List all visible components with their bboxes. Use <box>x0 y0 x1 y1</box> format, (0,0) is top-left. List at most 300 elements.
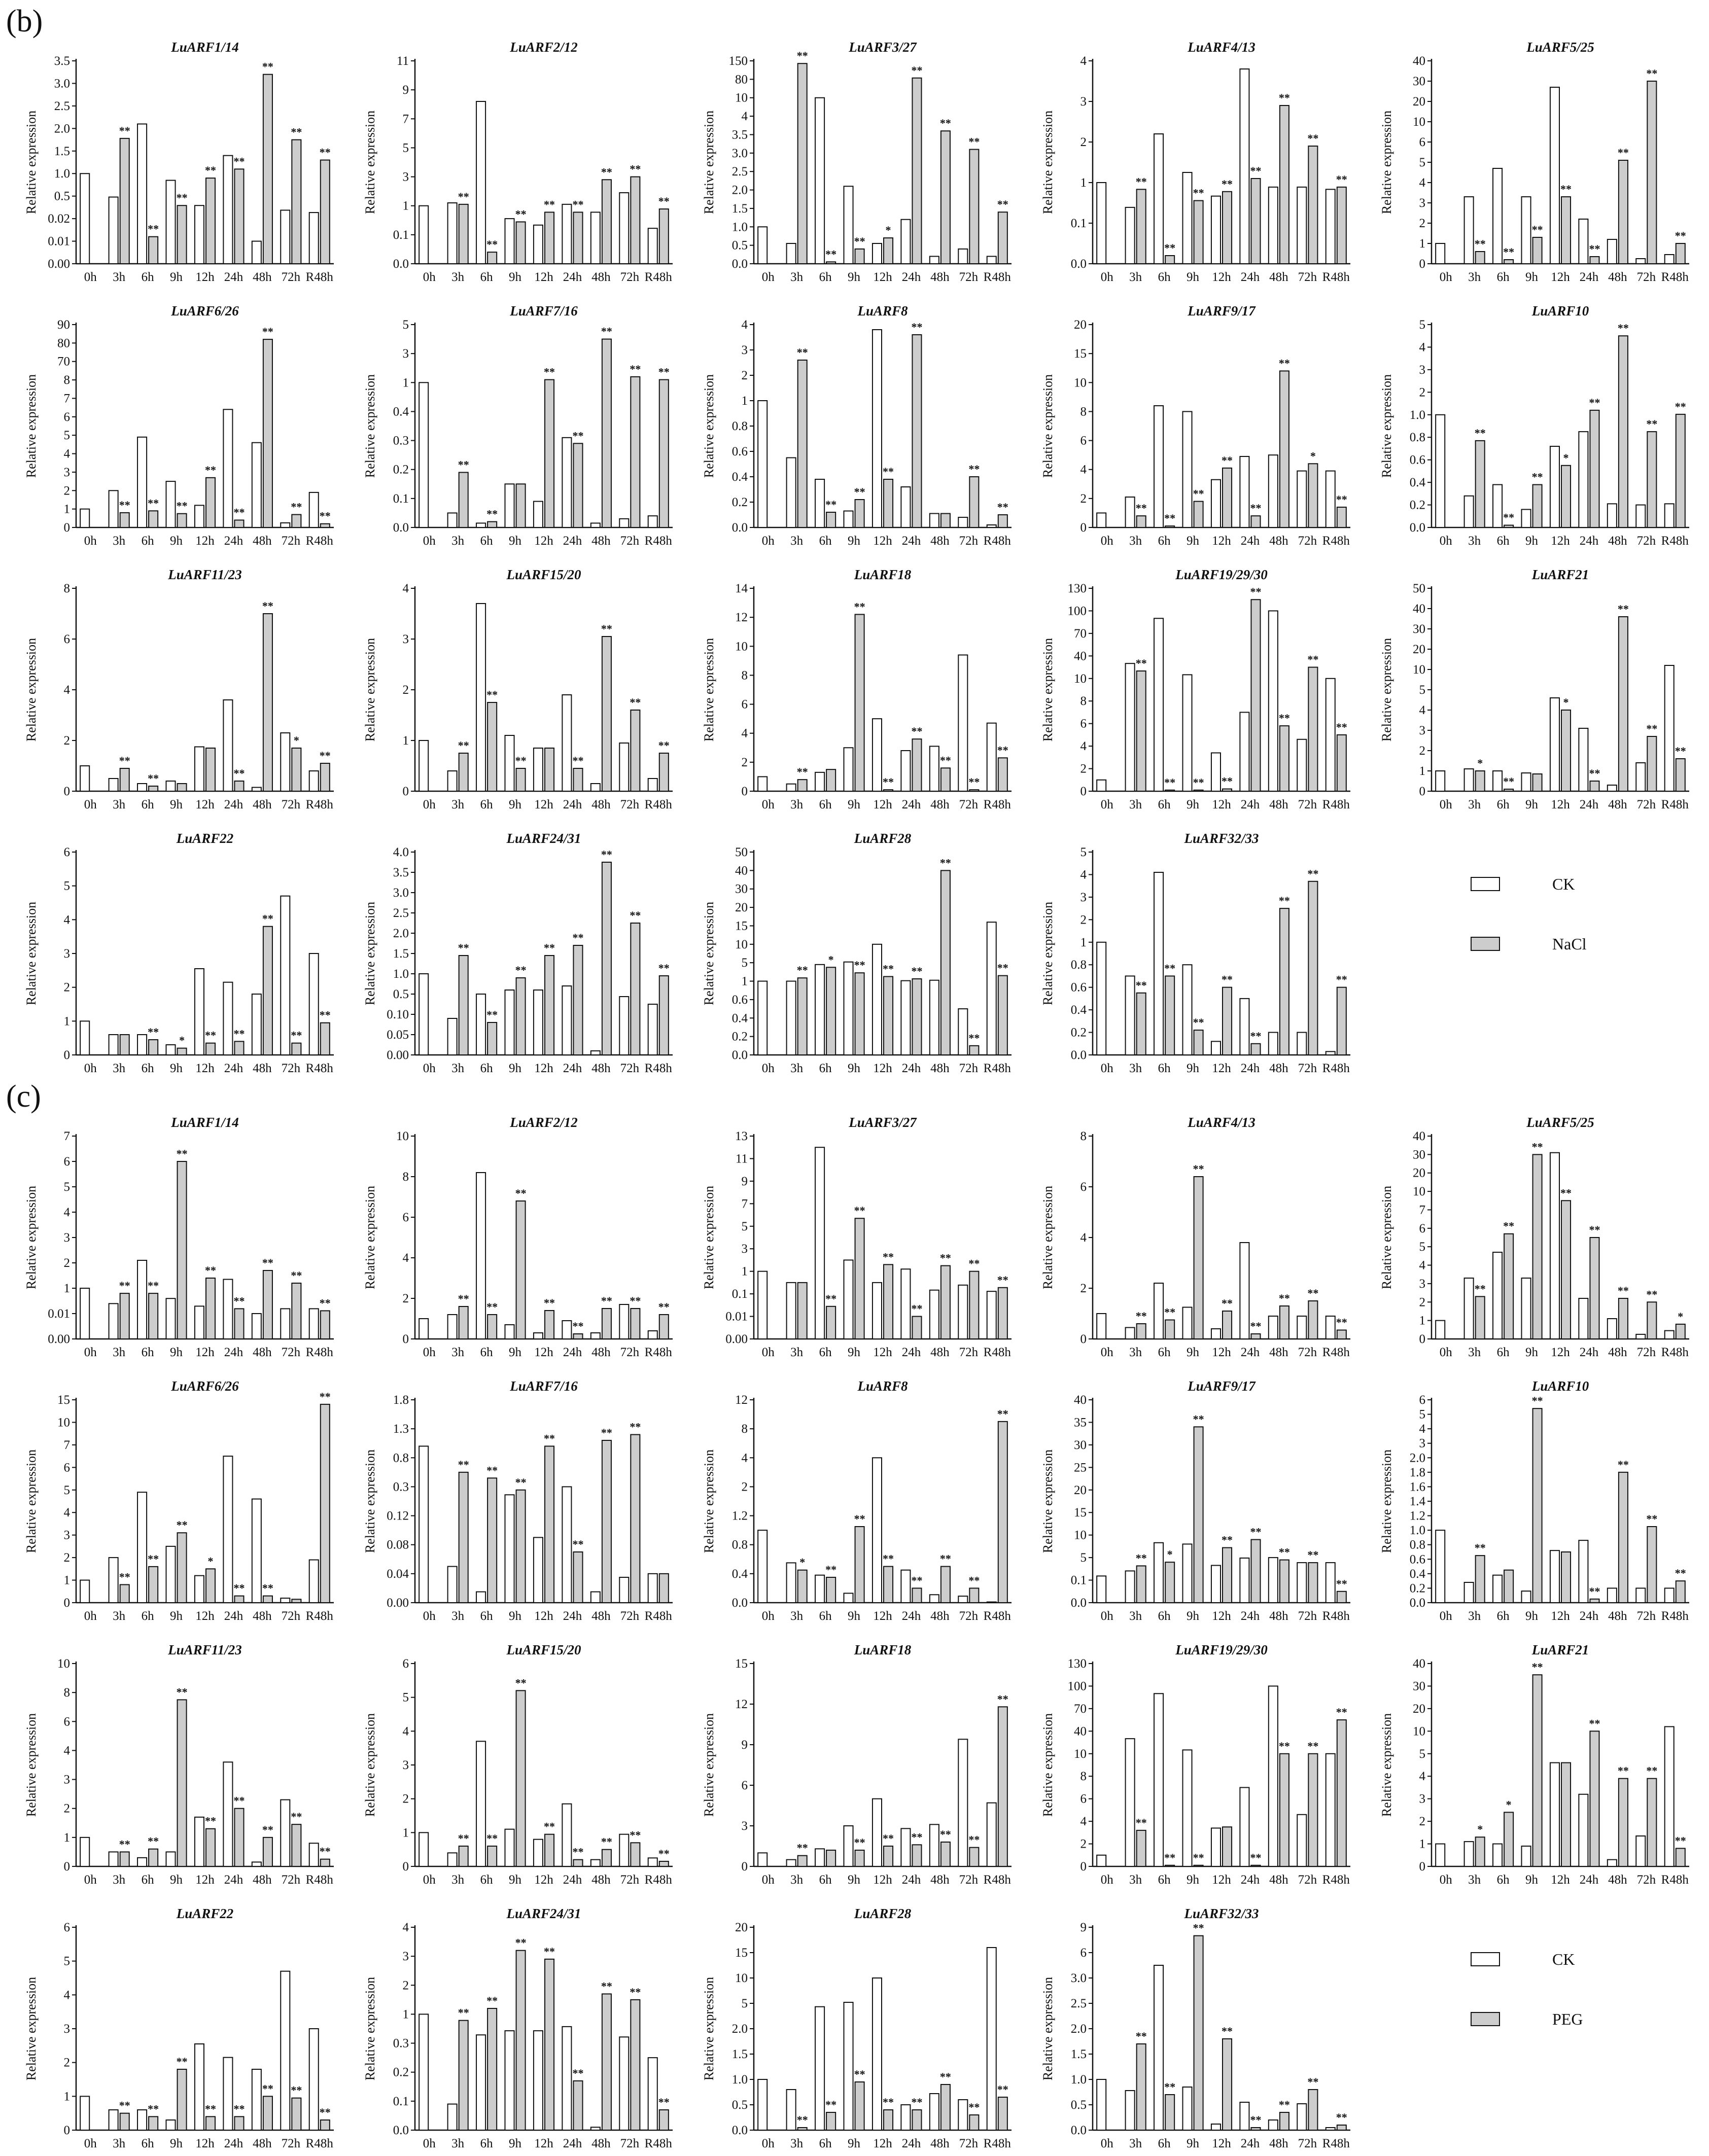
bar-ck <box>930 746 939 791</box>
chart-panel <box>24 831 334 1075</box>
x-tick-label: 72h <box>1298 1609 1317 1623</box>
bar-treatment <box>1619 617 1628 791</box>
significance-mark: ** <box>458 458 469 471</box>
bar-treatment <box>459 204 468 264</box>
bar-treatment <box>1590 1599 1599 1603</box>
y-tick-label: 5 <box>741 1219 748 1233</box>
significance-mark: ** <box>1589 242 1600 255</box>
significance-mark: ** <box>319 2106 331 2118</box>
panel-title: LuARF19/29/30 <box>1175 567 1268 582</box>
bar-ck <box>1211 2124 1220 2130</box>
bar-treatment <box>178 784 187 791</box>
x-tick-label: 72h <box>1298 1346 1317 1359</box>
y-tick-label: 2 <box>1080 913 1087 927</box>
x-tick-label: 72h <box>281 1609 301 1623</box>
bar-treatment <box>969 1271 979 1339</box>
significance-mark: ** <box>119 2099 130 2112</box>
bar-treatment <box>798 63 807 264</box>
bar-treatment <box>516 1490 526 1603</box>
significance-mark: ** <box>911 63 923 77</box>
significance-mark: ** <box>1307 653 1319 666</box>
bar-treatment <box>826 262 835 264</box>
chart-panel <box>24 40 334 284</box>
x-tick-label: 9h <box>170 1609 183 1623</box>
x-tick-label: 72h <box>1298 270 1317 284</box>
bar-ck <box>80 766 89 791</box>
bar-ck <box>873 1458 882 1603</box>
x-tick-label: 0h <box>423 1609 436 1623</box>
y-tick-label: 1.8 <box>1409 1465 1425 1479</box>
bar-treatment <box>631 1843 640 1866</box>
y-tick-label: 0.5 <box>731 238 748 253</box>
bar-ck <box>758 227 767 264</box>
bar-treatment <box>1137 189 1146 264</box>
legend-label-ck: CK <box>1552 875 1575 893</box>
significance-mark: ** <box>601 1294 612 1307</box>
bar-treatment <box>321 763 330 791</box>
bar-ck <box>419 740 428 791</box>
y-tick-label: 4 <box>63 683 70 697</box>
y-tick-label: 3 <box>402 170 409 184</box>
y-tick-label: 50 <box>735 845 748 859</box>
x-tick-label: 9h <box>509 2137 522 2150</box>
bar-treatment <box>602 637 611 791</box>
panel-title: LuARF21 <box>1531 567 1589 582</box>
bar-ck <box>901 487 910 527</box>
significance-mark: ** <box>486 238 498 251</box>
y-tick-label: 4 <box>1419 1422 1425 1436</box>
y-tick-label: 4 <box>1080 463 1087 477</box>
y-tick-label: 0 <box>63 521 70 535</box>
y-tick-label: 0.00 <box>387 1048 409 1062</box>
significance-mark: ** <box>544 1820 555 1833</box>
x-tick-label: 72h <box>1298 2137 1317 2150</box>
x-tick-label: 6h <box>480 1062 493 1075</box>
x-tick-label: 9h <box>509 270 522 284</box>
bar-treatment <box>573 945 582 1055</box>
significance-mark: ** <box>1278 712 1290 725</box>
y-axis-title: Relative expression <box>702 1185 716 1290</box>
x-tick-label: 12h <box>195 2137 215 2150</box>
bar-ck <box>1436 1844 1445 1866</box>
x-tick-label: 12h <box>195 270 215 284</box>
panel-title: LuARF15/20 <box>506 1642 581 1657</box>
x-tick-label: 6h <box>141 1873 154 1887</box>
y-tick-label: 6 <box>1419 1393 1425 1407</box>
significance-mark: ** <box>319 146 331 159</box>
significance-mark: ** <box>233 1294 245 1307</box>
bar-treatment <box>1676 1324 1685 1339</box>
bar-ck <box>534 748 543 791</box>
x-tick-label: 12h <box>873 534 892 548</box>
y-tick-label: 40 <box>1074 1393 1087 1407</box>
x-tick-label: 12h <box>1212 1346 1231 1359</box>
significance-mark: ** <box>883 1552 894 1565</box>
bar-ck <box>1126 1328 1135 1339</box>
bar-treatment <box>1194 201 1203 264</box>
x-tick-label: 9h <box>170 534 183 548</box>
significance-mark: ** <box>1193 487 1204 500</box>
x-tick-label: 72h <box>1636 798 1656 811</box>
significance-mark: ** <box>1675 1834 1686 1847</box>
y-tick-label: 0.4 <box>393 405 409 419</box>
significance-mark: * <box>828 953 834 966</box>
chart-panel <box>1040 1642 1350 1887</box>
bar-ck <box>137 2110 147 2130</box>
y-tick-label: 1 <box>402 376 409 390</box>
x-tick-label: 9h <box>170 1346 183 1359</box>
y-tick-label: 15 <box>1074 1506 1087 1520</box>
bar-treatment <box>998 515 1007 527</box>
significance-mark: ** <box>1222 453 1233 467</box>
bar-ck <box>252 994 261 1055</box>
bar-ck <box>758 776 767 791</box>
y-tick-label: 2 <box>63 980 70 995</box>
x-tick-label: 24h <box>901 1609 921 1623</box>
x-tick-label: 12h <box>195 798 215 811</box>
bar-ck <box>1154 872 1163 1055</box>
bar-treatment <box>545 748 554 791</box>
y-tick-label: 4 <box>63 1744 70 1758</box>
bar-ck <box>591 784 600 791</box>
bar-treatment <box>487 702 497 791</box>
x-tick-label: 12h <box>534 798 553 811</box>
bar-ck <box>419 382 428 527</box>
significance-mark: ** <box>1503 775 1515 788</box>
bar-treatment <box>1676 414 1685 527</box>
bar-ck <box>562 1321 571 1339</box>
y-tick-label: 3 <box>402 347 409 361</box>
x-tick-label: 3h <box>451 798 465 811</box>
significance-mark: ** <box>796 765 808 779</box>
bar-treatment <box>1476 1837 1485 1866</box>
bar-treatment <box>1308 464 1317 527</box>
bar-treatment <box>120 513 129 527</box>
y-tick-label: 3 <box>1080 890 1087 904</box>
bar-ck <box>648 1574 657 1603</box>
significance-mark: * <box>1563 451 1569 464</box>
bar-treatment <box>1194 1865 1203 1866</box>
x-tick-label: R48h <box>1661 798 1689 811</box>
bar-ck <box>958 2100 967 2130</box>
bar-ck <box>1493 1575 1502 1603</box>
y-tick-label: 5 <box>63 1180 70 1194</box>
y-axis-title: Relative expression <box>1040 1713 1055 1817</box>
bar-treatment <box>1137 671 1146 791</box>
bar-treatment <box>263 1270 272 1339</box>
x-tick-label: 6h <box>480 534 493 548</box>
bar-treatment <box>1647 1302 1656 1339</box>
bar-ck <box>137 1260 147 1339</box>
significance-mark: ** <box>825 498 837 511</box>
y-axis-title: Relative expression <box>24 901 39 1006</box>
y-tick-label: 3.5 <box>393 866 409 879</box>
y-tick-label: 1.0 <box>393 967 409 981</box>
y-tick-label: 7 <box>63 1438 70 1452</box>
bar-treatment <box>1647 1779 1656 1866</box>
significance-mark: ** <box>233 506 245 519</box>
x-tick-label: R48h <box>305 534 333 548</box>
y-axis-title: Relative expression <box>702 374 716 478</box>
bar-ck <box>166 1852 175 1866</box>
bar-ck <box>873 944 882 1055</box>
bar-treatment <box>1280 1306 1289 1339</box>
bar-ck <box>252 1314 261 1339</box>
significance-mark: ** <box>544 198 555 211</box>
x-tick-label: 3h <box>451 1609 465 1623</box>
bar-ck <box>448 513 457 527</box>
significance-mark: ** <box>825 248 837 261</box>
x-tick-label: 48h <box>1269 1346 1288 1359</box>
significance-mark: ** <box>825 1563 837 1576</box>
x-tick-label: 48h <box>1269 1609 1288 1623</box>
bar-treatment <box>998 212 1007 264</box>
significance-mark: ** <box>1193 186 1204 199</box>
y-tick-label: 3 <box>402 1950 409 1964</box>
x-tick-label: 3h <box>1129 2137 1142 2150</box>
x-tick-label: 24h <box>901 270 921 284</box>
x-tick-label: 72h <box>281 534 301 548</box>
significance-mark: ** <box>1135 502 1147 515</box>
bar-treatment <box>487 2008 497 2130</box>
bar-ck <box>223 700 232 791</box>
panel-title: LuARF6/26 <box>171 1379 239 1394</box>
bar-ck <box>166 781 175 791</box>
bar-ck <box>1154 618 1163 791</box>
x-tick-label: 12h <box>534 1873 553 1887</box>
bar-treatment <box>234 1596 243 1603</box>
bar-ck <box>815 1575 824 1603</box>
x-tick-label: 12h <box>1212 270 1231 284</box>
significance-mark: ** <box>854 959 865 972</box>
y-tick-label: 2 <box>63 1256 70 1270</box>
y-tick-label: 2 <box>1419 1815 1425 1829</box>
x-tick-label: 24h <box>1240 798 1260 811</box>
bar-treatment <box>263 927 272 1055</box>
bar-ck <box>1211 1566 1220 1603</box>
x-tick-label: 12h <box>195 1873 215 1887</box>
x-tick-label: 0h <box>1100 798 1113 811</box>
bar-ck <box>137 437 147 527</box>
bar-ck <box>195 1576 204 1603</box>
bar-treatment <box>1561 1763 1571 1866</box>
y-tick-label: 40 <box>1413 1129 1425 1143</box>
x-tick-label: 72h <box>959 534 979 548</box>
y-tick-label: 5 <box>63 429 70 443</box>
bar-treatment <box>1533 1675 1542 1866</box>
bar-treatment <box>234 169 243 264</box>
significance-mark: ** <box>911 321 923 333</box>
legend-swatch-treatment <box>1471 2012 1499 2026</box>
significance-mark: ** <box>1617 603 1629 615</box>
bar-treatment <box>826 967 835 1055</box>
x-tick-label: 3h <box>1129 534 1142 548</box>
bar-ck <box>1326 2128 1335 2130</box>
significance-mark: ** <box>630 1828 641 1842</box>
x-tick-label: 3h <box>1129 270 1142 284</box>
y-tick-label: 0.01 <box>725 1310 748 1324</box>
chart-panel <box>24 1642 334 1887</box>
y-tick-label: 10 <box>735 1971 748 1985</box>
bar-treatment <box>545 1959 554 2130</box>
x-tick-label: 72h <box>1298 1873 1317 1887</box>
chart-panel <box>1040 831 1350 1075</box>
chart-panel <box>702 303 1012 548</box>
x-tick-label: 0h <box>1100 1609 1113 1623</box>
y-tick-label: 0.8 <box>393 1451 409 1465</box>
bar-treatment <box>178 1700 187 1866</box>
y-tick-label: 6 <box>1080 1180 1087 1194</box>
significance-mark: ** <box>486 1832 498 1845</box>
y-tick-label: 1 <box>402 2007 409 2022</box>
bar-treatment <box>1533 774 1542 791</box>
y-tick-label: 5 <box>63 1483 70 1497</box>
bar-ck <box>1211 480 1220 527</box>
bar-ck <box>758 2079 767 2130</box>
significance-mark: ** <box>883 775 894 789</box>
x-tick-label: R48h <box>644 798 672 811</box>
y-tick-label: 1.0 <box>1409 1524 1425 1538</box>
bar-treatment <box>321 2120 330 2130</box>
y-axis-title: Relative expression <box>1379 1713 1394 1817</box>
significance-mark: * <box>1167 1548 1173 1561</box>
y-tick-label: 5 <box>402 141 409 155</box>
bar-ck <box>901 1570 910 1603</box>
x-tick-label: 12h <box>1212 1609 1231 1623</box>
bar-treatment <box>573 212 582 264</box>
bar-treatment <box>798 2128 807 2130</box>
x-tick-label: 0h <box>423 1346 436 1359</box>
x-tick-label: R48h <box>644 1873 672 1887</box>
bar-ck <box>1211 196 1220 264</box>
bar-treatment <box>912 979 921 1055</box>
bar-ck <box>309 1843 319 1866</box>
significance-mark: * <box>799 1556 806 1569</box>
x-tick-label: 0h <box>1100 2137 1113 2150</box>
x-tick-label: 48h <box>253 1062 272 1075</box>
significance-mark: ** <box>1164 1851 1176 1864</box>
x-tick-label: 72h <box>1636 534 1656 548</box>
x-tick-label: R48h <box>305 798 333 811</box>
panel-title: LuARF15/20 <box>506 567 581 582</box>
bar-treatment <box>1533 485 1542 527</box>
chart-panel <box>24 303 334 548</box>
y-tick-label: 8 <box>741 668 748 683</box>
significance-mark: ** <box>997 501 1008 513</box>
y-tick-label: 10 <box>1413 1185 1425 1199</box>
chart-panel <box>363 567 673 811</box>
panel-title: LuARF3/27 <box>849 1115 917 1130</box>
significance-mark: ** <box>176 1147 188 1160</box>
bar-ck <box>1521 1278 1530 1339</box>
y-tick-label: 0 <box>741 1860 748 1874</box>
significance-mark: * <box>1563 696 1569 709</box>
bar-ck <box>1240 712 1249 791</box>
bar-ck <box>1182 1307 1192 1339</box>
bar-ck <box>281 1971 290 2130</box>
x-tick-label: 48h <box>930 1062 950 1075</box>
y-tick-label: 8 <box>402 1170 409 1184</box>
bar-treatment <box>855 500 864 527</box>
x-tick-label: 3h <box>790 798 804 811</box>
bar-ck <box>1154 134 1163 264</box>
x-tick-label: 9h <box>509 1062 522 1075</box>
panel-title: LuARF2/12 <box>510 40 578 55</box>
significance-mark: ** <box>1193 1162 1204 1175</box>
bar-ck <box>252 788 261 792</box>
bar-ck <box>591 1051 600 1055</box>
bar-ck <box>901 2105 910 2130</box>
bar-treatment <box>1533 1408 1542 1603</box>
x-tick-label: 9h <box>848 1609 861 1623</box>
bar-ck <box>1269 1316 1278 1339</box>
x-tick-label: 24h <box>1240 1346 1260 1359</box>
bar-treatment <box>487 1478 497 1603</box>
bar-treatment <box>1223 192 1232 264</box>
y-tick-label: 8 <box>1080 694 1087 709</box>
bar-ck <box>80 2096 89 2130</box>
significance-mark: ** <box>458 739 469 752</box>
x-tick-label: 6h <box>480 270 493 284</box>
bar-ck <box>195 1817 204 1866</box>
y-tick-label: 1 <box>63 1282 70 1295</box>
y-tick-label: 6 <box>63 845 70 859</box>
y-tick-label: 0.0 <box>393 521 409 535</box>
y-tick-label: 5 <box>741 1997 748 2010</box>
significance-mark: ** <box>319 1296 331 1310</box>
bar-ck <box>591 2127 600 2130</box>
bar-ck <box>1521 773 1530 791</box>
x-tick-label: 6h <box>819 1873 832 1887</box>
bar-ck <box>562 204 571 264</box>
bar-ck <box>534 225 543 264</box>
bar-ck <box>534 502 543 527</box>
x-tick-label: 48h <box>253 1873 272 1887</box>
y-tick-label: 5 <box>1080 1551 1087 1565</box>
bar-ck <box>419 1832 428 1866</box>
y-tick-label: 8 <box>63 582 70 595</box>
x-tick-label: 24h <box>224 1346 243 1359</box>
bar-treatment <box>1137 993 1146 1055</box>
x-tick-label: R48h <box>1661 270 1689 284</box>
y-axis-title: Relative expression <box>702 110 716 215</box>
y-tick-label: 0.2 <box>393 2065 409 2079</box>
y-tick-label: 3.0 <box>731 146 748 160</box>
x-tick-label: 48h <box>591 534 611 548</box>
bar-treatment <box>1337 187 1346 264</box>
x-tick-label: 0h <box>423 270 436 284</box>
x-tick-label: R48h <box>644 1346 672 1359</box>
bar-ck <box>1297 187 1306 264</box>
x-tick-label: 9h <box>170 1873 183 1887</box>
bar-ck <box>1636 259 1645 264</box>
chart-panel <box>1040 1115 1350 1359</box>
y-tick-label: 0 <box>1080 1332 1087 1346</box>
chart-panel <box>1379 303 1689 548</box>
significance-mark: ** <box>458 2006 469 2019</box>
bar-ck <box>109 1303 118 1339</box>
bar-treatment <box>1590 1238 1599 1339</box>
x-tick-label: 12h <box>873 270 892 284</box>
significance-mark: ** <box>1193 775 1204 789</box>
significance-mark: ** <box>148 2102 159 2115</box>
significance-mark: ** <box>968 1031 980 1044</box>
x-tick-label: 48h <box>1269 1873 1288 1887</box>
significance-mark: ** <box>630 1420 641 1433</box>
significance-mark: ** <box>544 1432 555 1445</box>
y-tick-label: 0.8 <box>1070 958 1087 972</box>
bar-treatment <box>826 1850 835 1866</box>
